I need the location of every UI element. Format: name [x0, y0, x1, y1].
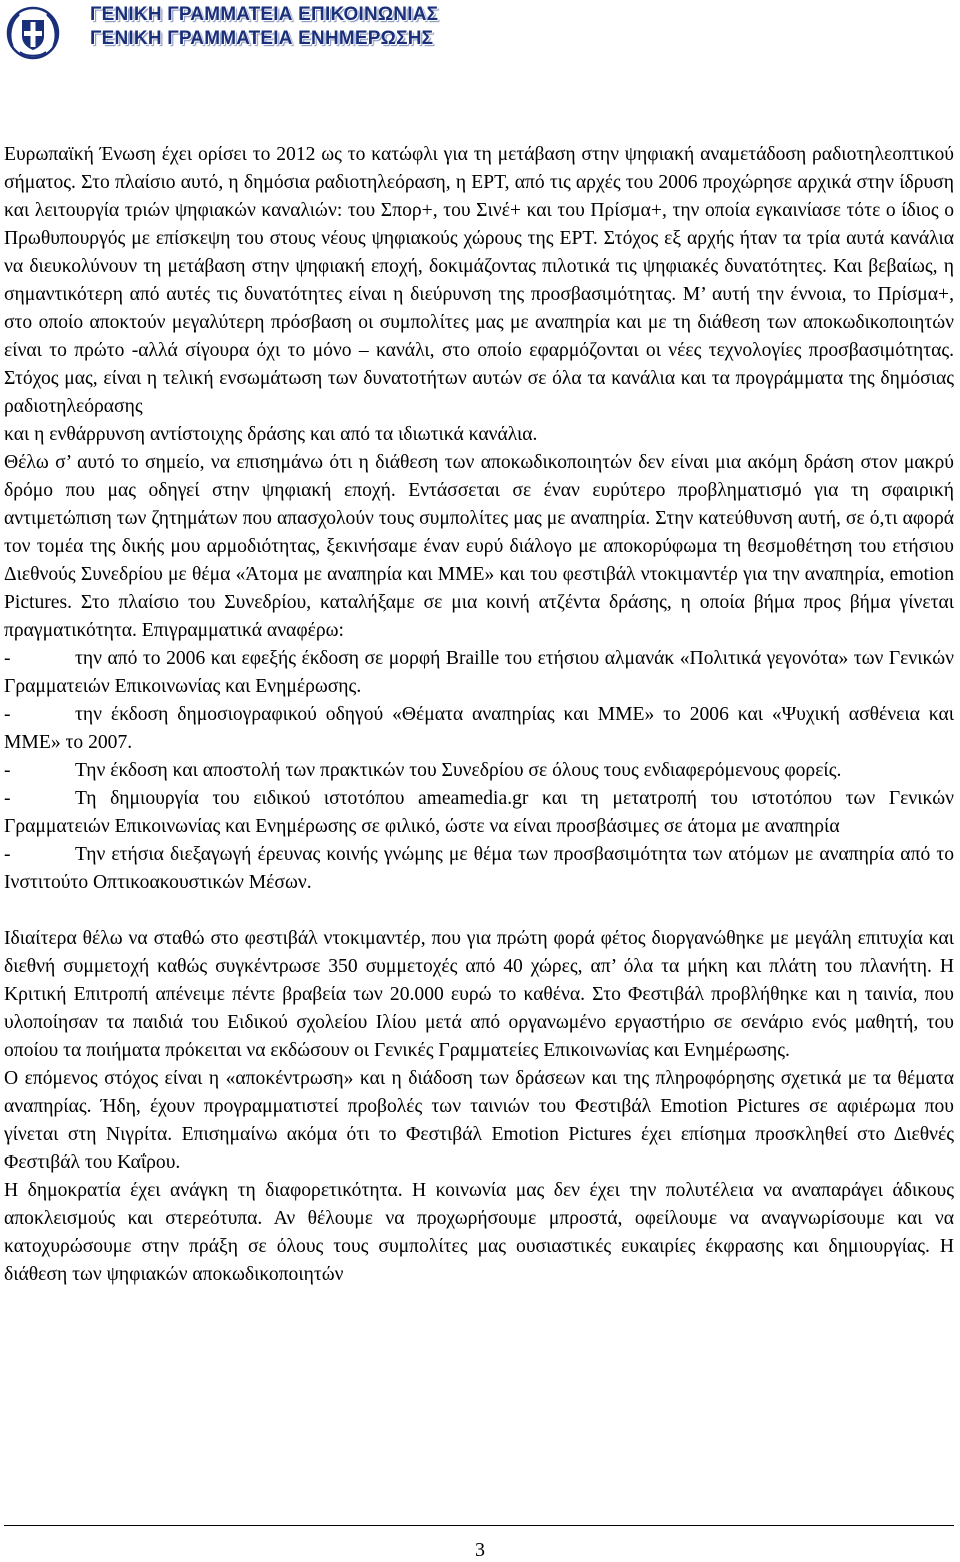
list-item	[4, 757, 954, 785]
action-list	[4, 645, 954, 897]
letterhead	[0, 0, 960, 70]
list-item-text: Την ετήσια διεξαγωγή έρευνας κοινής γνώμης με θέμα των προσβασιμότητα των ατόμων με αναπηρία από το Ινστιτούτο Οπτικοακουστικών Μέσων.	[4, 844, 954, 893]
list-dash: -	[4, 760, 11, 781]
paragraph-democracy: Η δημοκρατία έχει ανάγκη τη διαφορετικότητα. Η κοινωνία μας δεν έχει την πολυτέλεια να αναπαράγει άδικους αποκλεισμούς και στερεότυπα. Αν θέλουμε να προχωρήσουμε μπροστά, οφείλουμε να αναγνωρίσουμε και να κατοχυρώσουμε στην πράξη σε όλους τους συμπολίτες μας ουσιαστικές ευκαιρίες έκφρασης και δημιουργίας. Η διάθεση των ψηφιακών αποκωδικοποιητών	[4, 1180, 954, 1285]
paragraph-festival: Ιδιαίτερα θέλω να σταθώ στο φεστιβάλ ντοκιμαντέρ, που για πρώτη φορά φέτος διοργανώθηκε με μεγάλη επιτυχία και διεθνή συμμετοχή καθώς συγκέντρωσε 350 συμμετοχές από 40 χώρες, απ’ όλα τα μήκη και πλάτη του πλανήτη. Η Κριτική Επιτροπή απένειμε πέντε βραβεία των 20.000 ευρώ το καθένα. Στο Φεστιβάλ προβλήθηκε και η ταινία, που υλοποίησαν τα παιδιά του Ειδικού σχολείου Ιλίου μετά από οργανωμένο εργαστήριο σε σενάριο ενός μαθητή, του οποίου τα ποιήματα πρόκειται να εκδώσουν οι Γενικές Γραμματείες Επικοινωνίας και Ενημέρωσης.	[4, 928, 954, 1061]
list-item	[4, 645, 954, 701]
list-item-text: την από το 2006 και εφεξής έκδοση σε μορφή Braille του ετήσιου αλμανάκ «Πολιτικά γεγονότα» των Γενικών Γραμματειών Επικοινωνίας και Ενημέρωσης.	[4, 648, 954, 697]
list-item-text: Την έκδοση και αποστολή των πρακτικών του Συνεδρίου σε όλους τους ενδιαφερόμενους φορείς.	[75, 760, 842, 781]
org-name-information: ΓΕΝΙΚΗ ΓΡΑΜΜΑΤΕΙΑ ΕΝΗΜΕΡΩΣΗΣ	[90, 28, 434, 49]
list-dash: -	[4, 648, 11, 669]
document-body	[4, 141, 954, 1289]
list-dash: -	[4, 788, 11, 809]
list-item-text: Τη δημιουργία του ειδικού ιστοτόπου ameamedia.gr και τη μετατροπή του ιστοτόπου των Γενικών Γραμματειών Επικοινωνίας και Ενημέρωσης σε φιλικό, ώστε να είναι προσβάσιμες σε άτομα με αναπηρία	[4, 788, 954, 837]
footer-divider	[4, 1525, 954, 1526]
page-number: 3	[475, 1539, 485, 1561]
list-item	[4, 785, 954, 841]
paragraph-next-goal: Ο επόμενος στόχος είναι η «αποκέντρωση» και η διάδοση των δράσεων και της πληροφόρησης σχετικά με τα θέματα αναπηρίας. Ήδη, έχουν προγραμματιστεί προβολές των ταινιών του Φεστιβάλ Emotion Pictures σε αφιέρωμα που γίνεται στη Νιγρίτα. Επισημαίνω ακόμα ότι το Φεστιβάλ Emotion Pictures έχει επίσημα προσκληθεί στο Διεθνές Φεστιβάλ του Καΐρου.	[4, 1068, 954, 1173]
org-name-communication: ΓΕΝΙΚΗ ΓΡΑΜΜΑΤΕΙΑ ΕΠΙΚΟΙΝΩΝΙΑΣ	[90, 4, 439, 25]
list-item	[4, 841, 954, 897]
paragraph-private-channels: και η ενθάρρυνση αντίστοιχης δράσης και από τα ιδιωτικά κανάλια.	[4, 424, 538, 445]
list-dash: -	[4, 844, 11, 865]
paragraph-decoders: Θέλω σ’ αυτό το σημείο, να επισημάνω ότι η διάθεση των αποκωδικοποιητών δεν είναι μια ακόμη δράση στον μακρύ δρόμο που μας οδηγεί στην ψηφιακή εποχή. Εντάσσεται σε έναν ευρύτερο προβληματισμό για τη σφαιρική αντιμετώπιση των ζητημάτων που απασχολούν τους συμπολίτες μας με αναπηρία. Στην κατεύθυνση αυτή, σε ό,τι αφορά τον τομέα της δικής μου αρμοδιότητας, ξεκινήσαμε έναν ευρύ διάλογο με αποκορύφωμα τη θεσμοθέτηση του ετήσιου Διεθνούς Συνεδρίου με θέμα «Άτομα με αναπηρία και ΜΜΕ» και του φεστιβάλ ντοκιμαντέρ για την αναπηρία, emotion Pictures. Στο πλαίσιο του Συνεδρίου, καταλήξαμε σε μια κοινή ατζέντα δράσης, η οποία βήμα προς βήμα γίνεται πραγματικότητα. Επιγραμματικά αναφέρω:	[4, 452, 954, 641]
list-item	[4, 701, 954, 757]
paragraph-digital-transition: Ευρωπαϊκή Ένωση έχει ορίσει το 2012 ως το κατώφλι για τη μετάβαση στην ψηφιακή αναμετάδοση ραδιοτηλεοπτικού σήματος. Στο πλαίσιο αυτό, η δημόσια ραδιοτηλεόραση, η ΕΡΤ, από τις αρχές του 2006 προχώρησε αρχικά στην ίδρυση και λειτουργία τριών ψηφιακών καναλιών: του Σπορ+, του Σινέ+ και του Πρίσμα+, την οποία εγκαινίασε τότε ο ίδιος ο Πρωθυπουργός με επίσκεψη του στους νέους ψηφιακούς χώρους της ΕΡΤ. Στόχος εξ αρχής ήταν τα τρία αυτά κανάλια να διευκολύνουν τη μετάβαση στην ψηφιακή εποχή, δοκιμάζοντας πιλοτικά τις ψηφιακές δυνατότητες. Και βεβαίως, η σημαντικότερη από αυτές τις δυνατότητες είναι η διεύρυνση της προσβασιμότητας. Μ’ αυτή την έννοια, το Πρίσμα+, στο οποίο αποκτούν μεγαλύτερη πρόσβαση οι συμπολίτες μας με αναπηρία και με τη διάθεση των αποκωδικοποιητών είναι το πρώτο -αλλά σίγουρα όχι το μόνο – κανάλι, στο οποίο εφαρμόζονται οι νέες τεχνολογίες προσβασιμότητας. Στόχος μας, είναι η τελική ενσωμάτωση των δυνατοτήτων αυτών σε όλα τα κανάλια και τα προγράμματα της δημόσιας ραδιοτηλεόρασης	[4, 144, 954, 417]
list-dash: -	[4, 704, 11, 725]
greek-coat-of-arms-icon	[6, 6, 60, 60]
list-item-text: την έκδοση δημοσιογραφικού οδηγού «Θέματα αναπηρίας και ΜΜΕ» το 2006 και «Ψυχική ασθένεια και ΜΜΕ» το 2007.	[4, 704, 954, 753]
